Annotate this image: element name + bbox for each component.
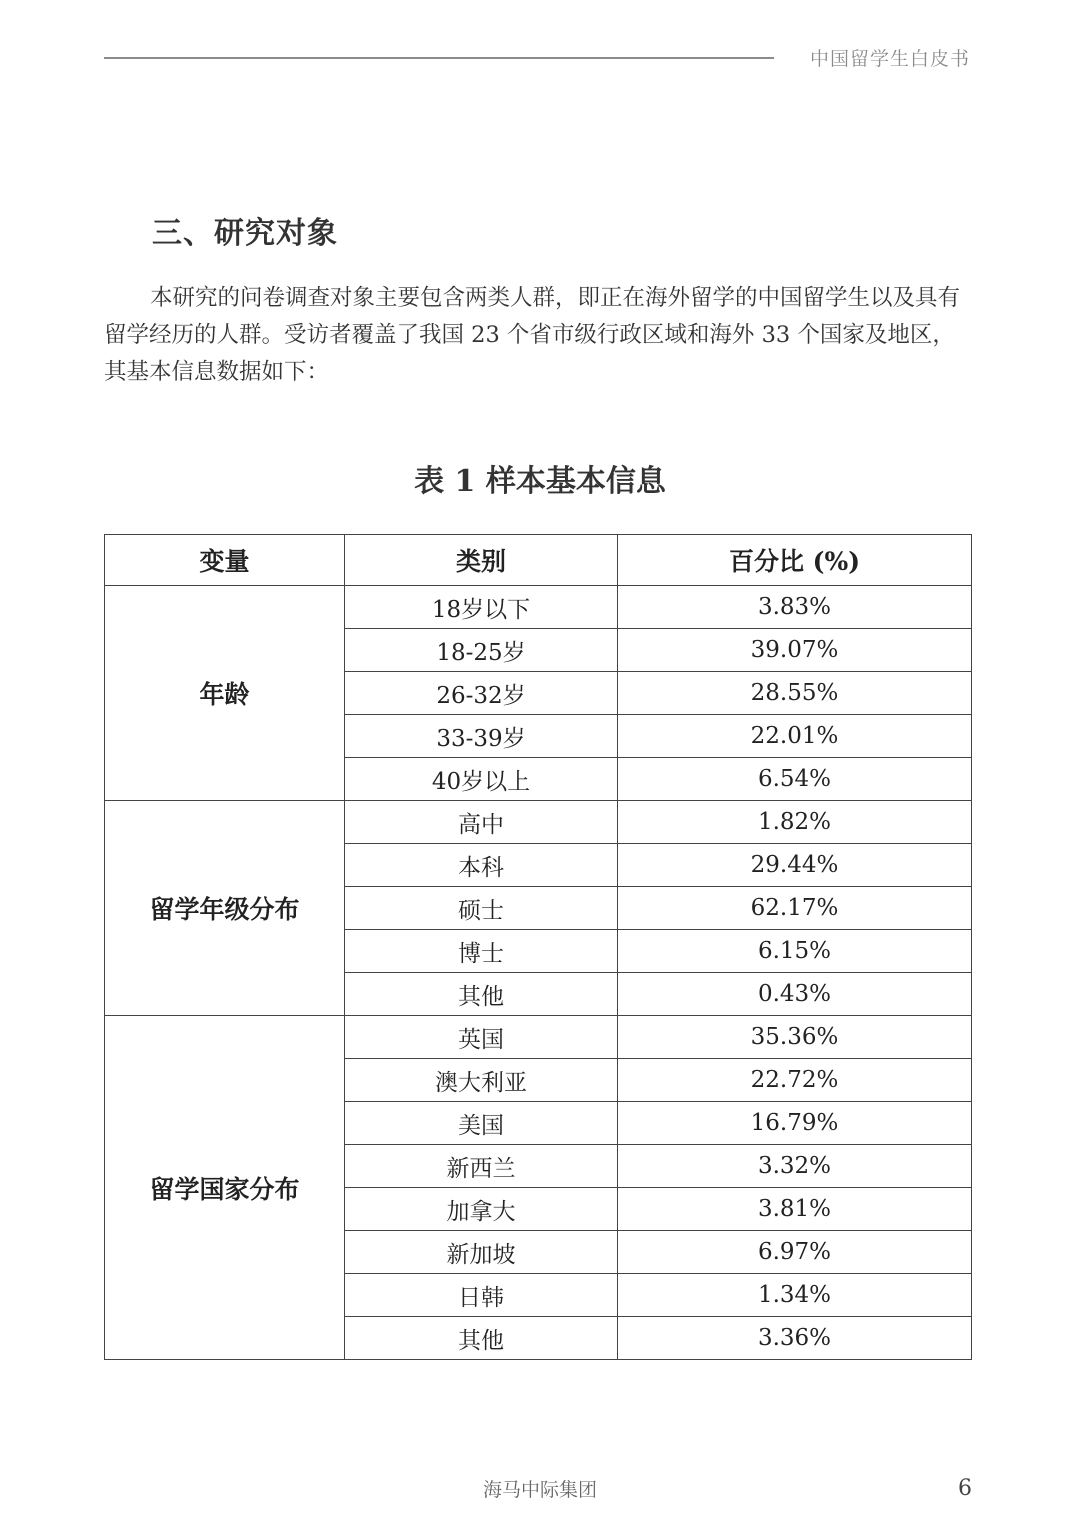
category-cell: 新加坡: [345, 1231, 618, 1274]
category-cell: 高中: [345, 801, 618, 844]
percent-cell: 1.82%: [618, 801, 972, 844]
category-cell: 博士: [345, 930, 618, 973]
sample-info-table: [104, 534, 972, 1360]
footer-organization: 海马中际集团: [482, 1479, 597, 1501]
percent-cell: 28.55%: [618, 672, 972, 715]
percent-cell: 3.36%: [618, 1317, 972, 1360]
category-cell: 其他: [345, 973, 618, 1016]
category-cell: 其他: [345, 1317, 618, 1360]
category-cell: 澳大利亚: [345, 1059, 618, 1102]
percent-cell: 22.01%: [618, 715, 972, 758]
header-rule: [104, 57, 774, 59]
table-row: [105, 1016, 972, 1059]
table-caption: 表 1 样本基本信息: [414, 464, 666, 499]
category-cell: 硕士: [345, 887, 618, 930]
header-percent: 百分比 (%): [618, 535, 972, 586]
table-row: [105, 801, 972, 844]
percent-cell: 6.15%: [618, 930, 972, 973]
percent-cell: 3.83%: [618, 586, 972, 629]
variable-cell: 留学国家分布: [105, 1016, 345, 1360]
header-category: 类别: [345, 535, 618, 586]
category-cell: 40岁以上: [345, 758, 618, 801]
percent-cell: 6.97%: [618, 1231, 972, 1274]
category-cell: 英国: [345, 1016, 618, 1059]
percent-cell: 29.44%: [618, 844, 972, 887]
percent-cell: 16.79%: [618, 1102, 972, 1145]
section-heading: 三、研究对象: [152, 216, 338, 251]
percent-cell: 35.36%: [618, 1016, 972, 1059]
percent-cell: 6.54%: [618, 758, 972, 801]
category-cell: 日韩: [345, 1274, 618, 1317]
percent-cell: 0.43%: [618, 973, 972, 1016]
category-cell: 26-32岁: [345, 672, 618, 715]
category-cell: 本科: [345, 844, 618, 887]
page-number: 6: [958, 1476, 972, 1501]
percent-cell: 3.81%: [618, 1188, 972, 1231]
percent-cell: 3.32%: [618, 1145, 972, 1188]
category-cell: 18岁以下: [345, 586, 618, 629]
category-cell: 33-39岁: [345, 715, 618, 758]
variable-cell: 年龄: [105, 586, 345, 801]
intro-paragraph: 本研究的问卷调查对象主要包含两类人群，即正在海外留学的中国留学生以及具有留学经历的人群。受访者覆盖了我国 23 个省市级行政区域和海外 33 个国家及地区，其基本信息数据如下：: [104, 285, 961, 385]
header-variable: 变量: [105, 535, 345, 586]
running-header-title: 中国留学生白皮书: [809, 48, 970, 70]
percent-cell: 1.34%: [618, 1274, 972, 1317]
category-cell: 美国: [345, 1102, 618, 1145]
percent-cell: 62.17%: [618, 887, 972, 930]
category-cell: 加拿大: [345, 1188, 618, 1231]
variable-cell: 留学年级分布: [105, 801, 345, 1016]
table-row: [105, 586, 972, 629]
category-cell: 新西兰: [345, 1145, 618, 1188]
percent-cell: 22.72%: [618, 1059, 972, 1102]
table-header-row: [105, 535, 972, 586]
percent-cell: 39.07%: [618, 629, 972, 672]
category-cell: 18-25岁: [345, 629, 618, 672]
